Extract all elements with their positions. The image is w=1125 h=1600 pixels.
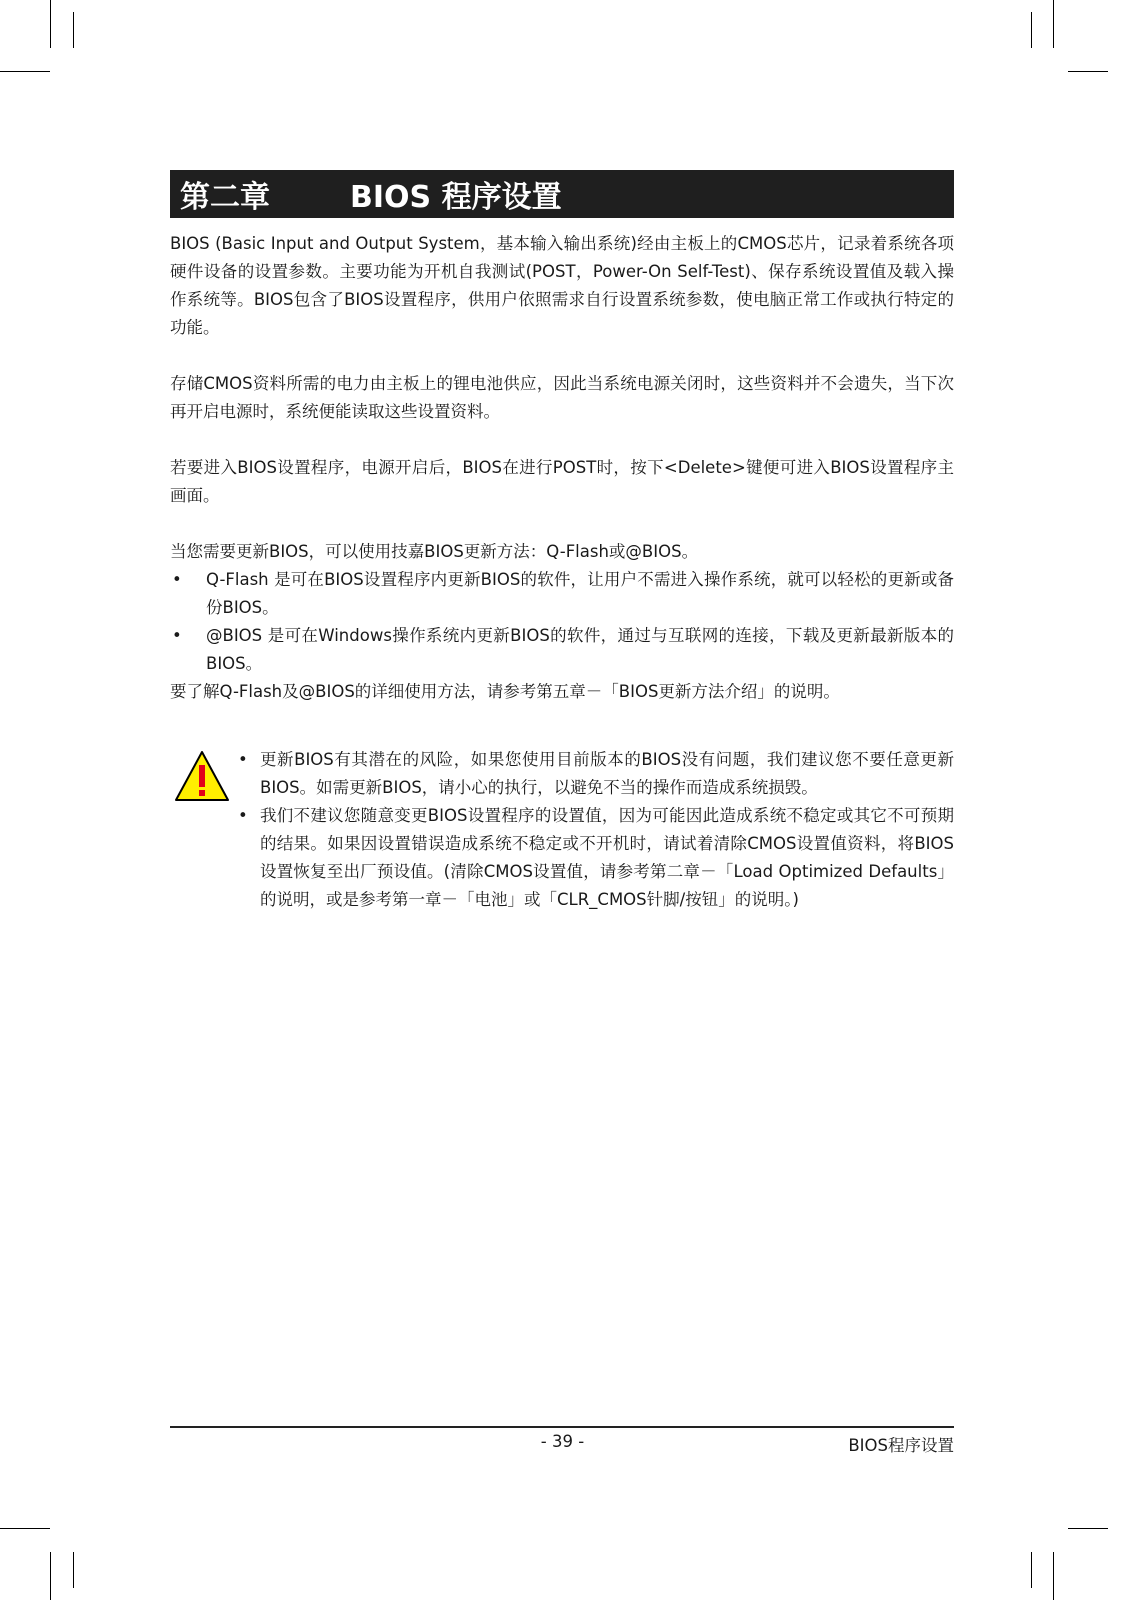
bullet: • [172, 570, 182, 589]
page-number: - 39 - [540, 1432, 585, 1451]
caution-list [170, 746, 954, 914]
list-item [170, 566, 954, 622]
crop-mark [0, 71, 50, 72]
caution-text: 我们不建议您随意变更BIOS设置程序的设置值，因为可能因此造成系统不稳定或其它不可预期的结果。如果因设置错误造成系统不稳定或不开机时，请试着清除CMOS设置值资料，将BIOS设置恢复至出厂预设值。(清除CMOS设置值，请参考第二章－「Load Optimized Defaults」的说明，或是参考第一章－「电池」或「CLR_CMOS针脚/按钮」的说明。) [260, 806, 954, 909]
reference-note: 要了解Q-Flash及@BIOS的详细使用方法，请参考第五章－「BIOS更新方法介绍」的说明。 [170, 682, 840, 701]
paragraph-cmos-battery: 存储CMOS资料所需的电力由主板上的锂电池供应，因此当系统电源关闭时，这些资料并不会遗失，当下次再开启电源时，系统便能读取这些设置资料。 [170, 374, 954, 421]
crop-mark [1031, 12, 1032, 48]
footer-divider [170, 1426, 954, 1428]
crop-mark [50, 0, 51, 48]
crop-mark [0, 1528, 50, 1529]
update-method-list [170, 566, 954, 678]
crop-mark [1068, 71, 1108, 72]
paragraph-update-methods: 当您需要更新BIOS，可以使用技嘉BIOS更新方法：Q-Flash或@BIOS。 [170, 542, 699, 561]
paragraph-bios-intro: BIOS (Basic Input and Output System，基本输入输出系统)经由主板上的CMOS芯片，记录着系统各项硬件设备的设置参数。主要功能为开机自我测试(POST，Power-On Self-Test)、保存系统设置值及载入操作系统等。BIOS包含了BIOS设置程序，供用户依照需求自行设置系统参数，使电脑正常工作或执行特定的功能。 [170, 234, 954, 337]
crop-mark [1053, 1552, 1054, 1600]
crop-mark [1068, 1528, 1108, 1529]
list-item [238, 802, 954, 914]
crop-mark [1053, 0, 1054, 48]
bullet: • [172, 626, 182, 645]
bullet: • [238, 806, 248, 825]
bullet: • [238, 750, 248, 769]
crop-mark [1031, 1552, 1032, 1588]
chapter-title: BIOS 程序设置 [350, 180, 562, 215]
crop-mark [73, 1552, 74, 1588]
footer-section-title: BIOS程序设置 [848, 1436, 954, 1455]
list-item [170, 622, 954, 678]
chapter-heading [170, 170, 954, 218]
list-item-text: @BIOS 是可在Windows操作系统内更新BIOS的软件，通过与互联网的连接，下载及更新最新版本的BIOS。 [206, 626, 954, 673]
list-item [238, 746, 954, 802]
paragraph-enter-setup: 若要进入BIOS设置程序，电源开启后，BIOS在进行POST时，按下<Delete>键便可进入BIOS设置程序主画面。 [170, 458, 954, 505]
list-item-text: Q-Flash 是可在BIOS设置程序内更新BIOS的软件，让用户不需进入操作系统，就可以轻松的更新或备份BIOS。 [206, 570, 954, 617]
body-text [170, 230, 954, 706]
warning-triangle-icon [174, 750, 230, 802]
chapter-number: 第二章 [180, 180, 270, 215]
caution-text: 更新BIOS有其潜在的风险，如果您使用目前版本的BIOS没有问题，我们建议您不要任意更新BIOS。如需更新BIOS，请小心的执行，以避免不当的操作而造成系统损毁。 [260, 750, 954, 797]
crop-mark [73, 12, 74, 48]
caution-block [170, 746, 954, 914]
crop-mark [50, 1552, 51, 1600]
